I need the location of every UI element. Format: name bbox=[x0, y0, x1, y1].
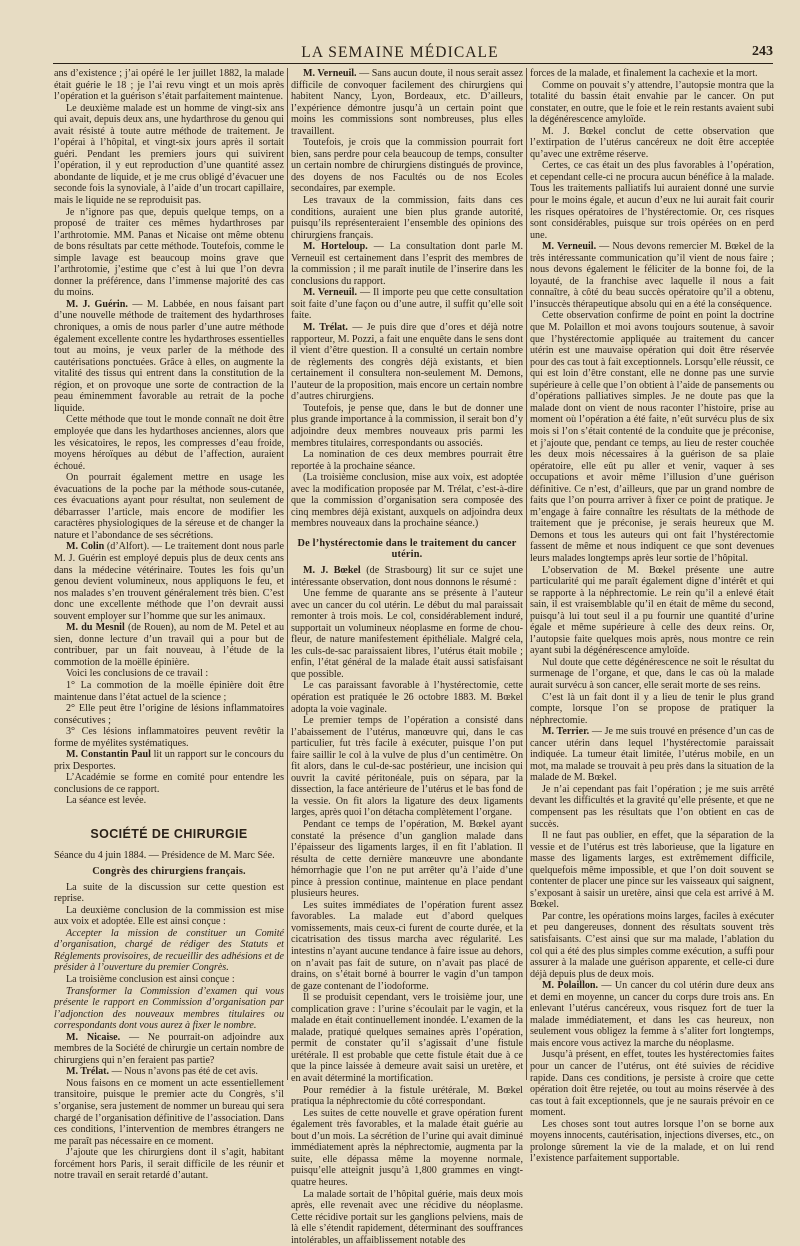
speaker-paragraph bbox=[54, 1066, 284, 1078]
subsection-title: De l’hystérectomie dans le traitement du cancer utérin. bbox=[291, 538, 523, 561]
paragraph: Pendant ce temps de l’opération, M. Bœkel ayant constaté la présence d’un ganglion malade dans l’épaisseur des ligaments larges, il en fit l’ablation. Il résulta de cette dernière manœuvre une abondante hémorrhagie que l’on ne put arrêter qu’à l’aide d’une pince à pression continue, maintenue en place pendant plusieurs heures. bbox=[291, 819, 523, 900]
paragraph: Par contre, les opérations moins larges, faciles à exécuter et peu dangereuses, donnent des résultats souvent très satisfaisants. C’est ainsi que sur ma malade, l’ablation du col qui a été des plus simples comme exécution, a suffi pour assurer à la malade une guérison apparente, et celle-ci dure déjà depuis plus de deux mois. bbox=[530, 911, 774, 980]
speaker-text: — M. Labbée, en nous faisant part d’une nouvelle méthode de traitement des hydarthroses chroniques, a omis de nous parler d’une autre méthode également excellente contre les hydarthroses essentielles tout au moins, je veux parler de la méthode des cautérisations ponctuées. Grâce à elles, on augmente la vitalité des tissus qui entrent dans la constitution de la région, et on provoque une sorte de contraction de la peau éminemment favorable au retrait de la poche liquide. bbox=[54, 299, 284, 414]
speaker-paragraph bbox=[54, 299, 284, 414]
paragraph: La suite de la discussion sur cette question est reprise. bbox=[54, 882, 284, 905]
speaker-name: M. Terrier. bbox=[542, 726, 589, 737]
paragraph: ans d’existence ; j’ai opéré le 1er juillet 1882, la malade était guérie le 18 ; je l’ai revu vingt et un mois après l’opération et la guérison s’était parfaitement maintenue. bbox=[54, 68, 284, 103]
paragraph: Il se produisit cependant, vers le troisième jour, une complication grave : l’urine s’écoulait par le vagin, et la malade en était continuellement inondée. L’examen de la malade, pratiqué quelques semaines après l’opération, permit de constater qu’il s’agissait d’une fistule urétérale. Il est probable que cette fistule était due à ce que la pince laissée à demeure avait saisi un uretère, et en avait déterminé la mortification. bbox=[291, 992, 523, 1084]
speaker-name: M. du Mesnil bbox=[66, 622, 125, 633]
paragraph: C’est là un fait dont il y a lieu de tenir le plus grand compte, lorsque l’on se propose de pratiquer la néphrectomie. bbox=[530, 692, 774, 727]
paragraph: Les suites de cette nouvelle et grave opération furent également très favorables, et la malade était guérie au bout d’un mois. La sécrétion de l’urine qui avait diminué immédiatement après la néphrectomie, augmenta par la suite, elle dépassa même la moyenne normale, puisqu’elle atteignit jusqu’à 1,800 grammes en vingt-quatre heures. bbox=[291, 1108, 523, 1189]
paragraph: L’observation de M. Bœkel présente une autre particularité qui me paraît également digne d’intérêt et qui se rapporte à la néphrectomie. Le rein qu’il a enlevé était sain, il est vraisemblable qu’il en était de même du second, puisqu’à lui tout seul il a pu fournir une quantité d’urine égale et même supérieure à celle des deux reins. Or, l’autopsie faite quelques mois après, nous montre ce rein ayant subi la dégénérescence amyloïde. bbox=[530, 565, 774, 657]
speaker-name: M. Constantin Paul bbox=[66, 749, 151, 760]
paragraph: 1° La commotion de la moëlle épinière doit être maintenue dans l’état actuel de la science ; bbox=[54, 680, 284, 703]
page-number: 243 bbox=[752, 44, 773, 60]
speaker-paragraph bbox=[54, 541, 284, 622]
speaker-name: M. Verneuil. bbox=[303, 68, 357, 79]
speaker-paragraph bbox=[54, 622, 284, 668]
paragraph: Les suites immédiates de l’opération furent assez favorables. La malade eut d’abord quelques vomissements, mais ceux-ci furent de courte durée, et la cicatrisation des tissus marcha avec régularité. Les intestins n’ayant aucune tendance à faire issue au dehors, on n’avait pas fait de suture, on n’avait pas placé de drains, on s’était borné à bourrer le vagin d’un tampon de gaze contenant de l’iodoforme. bbox=[291, 900, 523, 992]
speaker-paragraph bbox=[291, 322, 523, 403]
paragraph: Jusqu’à présent, en effet, toutes les hystérectomies faites pour un cancer de l’utérus, ont été suivies de récidive rapide. Dans ces conditions, je persiste à croire que cette opération doit être rejetée, ou tout au moins réservée à des cas tout à fait exceptionnels, que je ne saurais prévoir en ce moment. bbox=[530, 1049, 774, 1118]
paragraph: Pour remédier à la fistule urétérale, M. Bœkel pratiqua la néphrectomie du côté correspondant. bbox=[291, 1085, 523, 1108]
speaker-paragraph bbox=[54, 749, 284, 772]
speaker-name: M. Trélat. bbox=[66, 1066, 109, 1077]
paragraph: Voici les conclusions de ce travail : bbox=[54, 668, 284, 680]
speaker-paragraph bbox=[530, 726, 774, 784]
page-header bbox=[0, 44, 800, 64]
paragraph: 2° Elle peut être l’origine de lésions inflammatoires consécutives ; bbox=[54, 703, 284, 726]
paragraph: On pourrait également mettre en usage les évacuations de la poche par la méthode sous-cutanée, ces évacuations ayant pour résultat, non seulement de débarrasser l’article, mais encore de modifier les caractères physiologiques de la séreuse et de changer la nature et l’abondance de ses sécrétions. bbox=[54, 472, 284, 541]
column-divider bbox=[526, 68, 527, 1080]
speaker-text: — Sans aucun doute, il nous serait assez difficile de convoquer facilement des chirurgiens qui habitent Nancy, Lyon, Bordeaux, etc. D’ailleurs, l’expérience démontre jusqu’à un certain point que moins les commissions sont nombreuses, plus elles travaillent. bbox=[291, 68, 523, 137]
paragraph: Toutefois, je pense que, dans le but de donner une plus grande importance à la commission, il serait bon d’y adjoindre deux membres nouveaux pris parmi les membres titulaires, correspondants ou associés. bbox=[291, 403, 523, 449]
quoted-conclusion: Transformer la Commission d’examen qui vous présente le rapport en Commission d’organisation par l’adjonction des nouveaux membres titulaires ou correspondants dont vous aurez à fixer le nombre. bbox=[54, 986, 284, 1032]
speaker-name: M. Verneuil. bbox=[303, 287, 357, 298]
paragraph: Je n’ai cependant pas fait l’opération ; je me suis arrêté devant les difficultés et la gravité qu’elle présente, et que ne compensent pas les résultats que l’on obtient en cas de succès. bbox=[530, 784, 774, 830]
paragraph: Les travaux de la commission, faits dans ces conditions, auraient une bien plus grande autorité, puisqu’ils représenteraient l’ensemble des opinions des chirurgiens français. bbox=[291, 195, 523, 241]
speaker-paragraph bbox=[530, 980, 774, 1049]
paragraph: Cette méthode que tout le monde connaît ne doit être employée que dans les hydarthoses anciennes, alors que les vésicatoires, le repos, les compresses d’eau froide, moyens héroïques au début de l’affection, auraient échoué. bbox=[54, 414, 284, 472]
paragraph: Le deuxième malade est un homme de vingt-six ans qui avait, depuis deux ans, une hydarthrose du genou qui avait résisté à toute autre méthode de traitement. Je l’opérai à l’hôpital, et vingt-six jours après il sortait guéri. Pendant les premiers jours qui suivirent l’opération, il y eut reproduction d’une quantité assez abondante de liquide, et je me crus obligé d’évacuer une seconde fois la synoviale, à l’aide d’un trocart capillaire, mais le liquide ne se reproduisit pas. bbox=[54, 103, 284, 207]
speaker-paragraph bbox=[291, 287, 523, 322]
column-3 bbox=[530, 68, 774, 1080]
paragraph: La séance est levée. bbox=[54, 795, 284, 807]
paragraph: forces de la malade, et finalement la cachexie et la mort. bbox=[530, 68, 774, 80]
paragraph: Le cas paraissant favorable à l’hystérectomie, cette opération est pratiquée le 26 octobre 1883. M. Bœkel adopta la voie vaginale. bbox=[291, 680, 523, 715]
paragraph: Comme on pouvait s’y attendre, l’autopsie montra que la totalité du bassin était envahie par le cancer. On put constater, en outre, que le foie et le rein restants avaient subi la dégénérescence amyloïde. bbox=[530, 80, 774, 126]
paragraph: Cette observation confirme de point en point la doctrine que M. Polaillon et moi avons toujours soutenue, à savoir que l’hystérectomie appliquée au traitement du cancer utérin est une mauvaise opération qui doit être réservée pour des cas tout à fait exceptionnels. Lorsqu’elle réussit, ce qui est loin d’être constant, elle ne donne pas une survie supérieure à celle que l’on obtient à l’aide de pansements ou d’opérations palliatives simples. Je ne doute pas que la malade dont on vient de nous raconter l’histoire, prise au moment où l’opération a été faite, n’eût survécu plus de six mois si l’on s’était contenté de la conduite que je préconise, et j’ajoute que, pendant ce temps, au lieu de rester couchée les deux mois nécessaires à la guérison de sa plaie opératoire, elle eût pu aller et venir, vaquer à ses occupations et avoir même l’illusion d’une guérison définitive. Ce n’est, d’ailleurs, que par un grand nombre de faits que l’on pourra arriver à fixer ce point de pratique. Je m’engage à faire connaître les résultats de la méthode de traitement que je préconise, je serais heureux que M. Demons et tous les auteurs qui ont fait l’hystérectomie fassent de même et nous indiquent ce que sont devenues leurs malades longtemps après leur sortie de l’hôpital. bbox=[530, 310, 774, 564]
speaker-text: — Il importe peu que cette consultation soit faite d’une façon ou d’une autre, il suffit qu’elle soit faite. bbox=[291, 287, 523, 321]
paragraph: Nul doute que cette dégénérescence ne soit le résultat du surmenage de l’organe, et que, dans le cas où la malade aurait survécu à son cancer, elle serait morte de ses reins. bbox=[530, 657, 774, 692]
column-divider bbox=[287, 68, 288, 1080]
speaker-text: — Un cancer du col utérin dure deux ans et demi en moyenne, un cancer du corps dure trois ans. En enlevant l’utérus cancéreux, vous risquez fort de tuer la malade immédiatement, et dans les cas heureux, non seulement vous obligez la femme à s’aliter fort longtemps, mais encore vous activez la marche du néoplasme. bbox=[530, 980, 774, 1049]
paragraph: Le premier temps de l’opération a consisté dans l’abaissement de l’utérus, manœuvre qui, dans le cas particulier, fut très facile à exécuter, puisque l’on put faire saillir le col à la vulve de plus d’un centimètre. On fit alors, dans le cul-de-sac postérieur, une incision qui ouvrit la cavité péritonéale, puis on sépara, par la dissection, la face antérieure de l’utérus et le bas fond de la vessie. On fit alors la ligature des deux ligaments larges, après quoi l’on détacha complètement l’organe. bbox=[291, 715, 523, 819]
speaker-paragraph bbox=[54, 1032, 284, 1067]
speaker-name: M. Nicaise. bbox=[66, 1032, 120, 1043]
paragraph: 3° Ces lésions inflammatoires peuvent revêtir la forme de myélites systématiques. bbox=[54, 726, 284, 749]
paragraph: Une femme de quarante ans se présente à l’auteur avec un cancer du col utérin. Le début du mal paraissait remonter à trois mois. Le col, considérablement induré, supportait un volumineux néoplasme en forme de chou-fleur, de nature manifestement épithéliale. Malgré cela, les culs-de-sac paraissaient libres, l’utérus était mobile ; enfin, l’état général de la malade était aussi satisfaisant que possible. bbox=[291, 588, 523, 680]
speaker-name: M. Horteloup. bbox=[303, 241, 368, 252]
speaker-text: — La consultation dont parle M. Verneuil est certainement dans l’esprit des membres de la commission ; il me paraît inutile de l’inserire dans les conclusions du rapport. bbox=[291, 241, 523, 287]
column-2 bbox=[291, 68, 523, 1080]
quoted-conclusion: Accepter la mission de constituer un Comité d’organisation, chargé de rédiger des Statuts et Réglements provisoires, de recueillir des adhésions et de présider à l’ouverture du premier Congrès. bbox=[54, 928, 284, 974]
subsection-title: Congrès des chirurgiens français. bbox=[54, 866, 284, 878]
speaker-text: (de Rouen), au nom de M. Petel et au sien, donne lecture d’un travail qui a pour but de contribuer, par un fait nouveau, à l’étude de la commotion de la moëlle épinière. bbox=[54, 622, 284, 668]
speaker-text: — Nous devons remercier M. Bœkel de la très intéressante communication qu’il vient de nous faire ; nous devons également le féliciter de la bonne foi, de la loyauté, de la franchise avec laquelle il nous a fait connaître, à côté du beau succès opératoire qu’il a obtenu, l’insuccès thérapeutique absolu qui en a été la conséquence. bbox=[530, 241, 774, 310]
session-line: Séance du 4 juin 1884. — Présidence de M. Marc Sée. bbox=[54, 850, 284, 862]
column-1 bbox=[54, 68, 284, 1080]
speaker-text: lit un rapport sur le concours du prix Desportes. bbox=[54, 749, 284, 772]
speaker-name: M. J. Guérin. bbox=[66, 299, 128, 310]
paragraph: Il ne faut pas oublier, en effet, que la séparation de la vessie et de l’utérus est très laborieuse, que la ligature en masse des ligaments larges, est extrêmement difficile, quelquefois même impossible, et que l’on doit souvent se contenter de placer une pince sur les vaisseaux qui saignent, s’exposant à saisir un uretère, ainsi que cela est arrivé à M. Bœkel. bbox=[530, 830, 774, 911]
paragraph: Certes, ce cas était un des plus favorables à l’opération, et cependant celle-ci ne procura aucun bénéfice à la malade. Tous les traitements palliatifs lui auraient donné une survie pour le moins égale, et aucun d’eux ne lui aurait fait courir les risques opératoires de l’hystérectomie. Or, ces risques sont considérables, puisque sur trois opérées on en perd une. bbox=[530, 160, 774, 241]
paragraph: Je n’ignore pas que, depuis quelque temps, on a proposé de traiter ces mêmes hydarthroses par l’arthrotomie. MM. Panas et Nicaise ont même obtenu de bons résultats par cette méthode. Toutefois, comme le simple lavage est beaucoup moins grave que l’arthrotomie, j’estime que c’est à lui que l’on devra donner la préférence, dans l’immense majorité des cas du moins. bbox=[54, 207, 284, 299]
paragraph: J’ajoute que les chirurgiens dont il s’agit, habitant forcément hors Paris, il serait difficile de les réunir et notre travail en serait retardé d’autant. bbox=[54, 1147, 284, 1182]
speaker-text: — Je puis dire que d’ores et déjà notre rapporteur, M. Pozzi, a fait une enquête dans le sens dont il vient d’être question. Il a consulté un certain nombre de règlements des congrès déjà existants, et bien certainement il consultera non-seulement M. Demons, l’auteur de la proposition, mais encore un certain nombre d’autres chirurgiens. bbox=[291, 322, 523, 402]
speaker-text: — Ne pourrait-on adjoindre aux membres de la Société de chirurgie un certain nombre de chirurgiens qui n’en feraient pas partie? bbox=[54, 1032, 284, 1066]
paragraph: Les choses sont tout autres lorsque l’on se borne aux moyens innocents, cautérisation, injections diverses, etc., on prolonge sûrement la vie de la malade, et on lui rend l’existence parfaitement supportable. bbox=[530, 1119, 774, 1165]
paragraph: La nomination de ces deux membres pourrait être reportée à la prochaine séance. bbox=[291, 449, 523, 472]
paragraph: La deuxième conclusion de la commission est mise aux voix et adoptée. Elle est ainsi conçue : bbox=[54, 905, 284, 928]
paragraph: La troisième conclusion est ainsi conçue : bbox=[54, 974, 284, 986]
paragraph: L’Académie se forme en comité pour entendre les conclusions de ce rapport. bbox=[54, 772, 284, 795]
speaker-paragraph bbox=[291, 565, 523, 588]
speaker-text: (d’Alfort). — Le traitement dont nous parle M. J. Guérin est employé depuis plus de deux cents ans dans la médecine vétérinaire. Toutes les fois qu’un genou devient volumineux, nous appliquons le feu, et nos malades s’en trouvent généralement très bien. C’est donc une excellente méthode que l’on devrait aussi souvent employer sur l’homme que sur les animaux. bbox=[54, 541, 284, 621]
speaker-text: — Nous n’avons pas été de cet avis. bbox=[109, 1066, 258, 1077]
paragraph: (La troisième conclusion, mise aux voix, est adoptée avec la modification proposée par M. Trélat, c’est-à-dire que la commission d’organisation sera composée des cinq membres déjà existant, auxquels on adjoindra deux membres nouveaux dans la prochaine séance.) bbox=[291, 472, 523, 530]
paragraph: M. J. Bœkel conclut de cette observation que l’extirpation de l’utérus cancéreux ne doit être acceptée qu’avec une extrême réserve. bbox=[530, 126, 774, 161]
speaker-paragraph bbox=[291, 68, 523, 137]
speaker-name: M. J. Bœkel bbox=[303, 565, 361, 576]
journal-title: LA SEMAINE MÉDICALE bbox=[0, 44, 800, 62]
header-rule bbox=[53, 63, 773, 64]
paragraph: Nous faisons en ce moment un acte essentiellement transitoire, puisque le premier acte du Congrès, s’il s’organise, sera justement de nommer un bureau qui sera chargé de l’organisation définitive de l’association. Dans ces conditions, l’intervention de membres étrangers ne me paraît pas nécessaire en ce moment. bbox=[54, 1078, 284, 1147]
speaker-name: M. Colin bbox=[66, 541, 104, 552]
speaker-text: — Je me suis trouvé en présence d’un cas de cancer utérin dans lequel l’hystérectomie paraissait indiquée. La tumeur était limitée, l’utérus mobile, en un mot, ma malade se trouvait à peu près dans la situation de la malade de M. Bœkel. bbox=[530, 726, 774, 783]
speaker-text: (de Strasbourg) lit sur ce sujet une intéressante observation, dont nous donnons le résumé : bbox=[291, 565, 523, 588]
paragraph: La malade sortait de l’hôpital guérie, mais deux mois après, elle revenait avec une récidive du néoplasme. Cette récidive portait sur les ganglions pelviens, mais de là elle s’étendit rapidement, déterminant des souffrances intolérables, un affaiblissement notable des bbox=[291, 1189, 523, 1246]
speaker-paragraph bbox=[530, 241, 774, 310]
speaker-name: M. Polaillon. bbox=[542, 980, 598, 991]
section-heading: SOCIÉTÉ DE CHIRURGIE bbox=[54, 829, 284, 841]
speaker-paragraph bbox=[291, 241, 523, 287]
speaker-name: M. Verneuil. bbox=[542, 241, 596, 252]
speaker-name: M. Trélat. bbox=[303, 322, 348, 333]
paragraph: Toutefois, je crois que la commission pourrait fort bien, sans perdre pour cela beaucoup de temps, consulter un certain nombre de chirurgiens distingués de province, des doyens de nos Facultés ou de nos Ecoles secondaires, par exemple. bbox=[291, 137, 523, 195]
